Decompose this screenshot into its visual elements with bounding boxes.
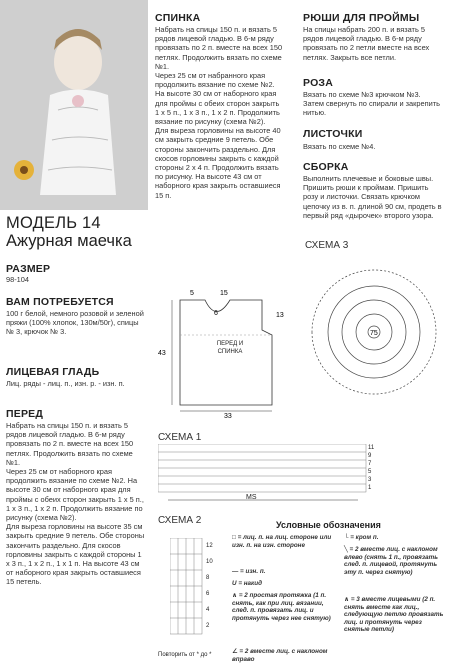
assembly-heading: СБОРКА: [303, 161, 349, 173]
ruffles-heading: РЮШИ ДЛЯ ПРОЙМЫ: [303, 12, 420, 24]
legend-item: — = изн. п.: [232, 568, 266, 575]
scheme3-center: 75: [370, 330, 378, 337]
stitch-heading: ЛИЦЕВАЯ ГЛАДЬ: [6, 366, 100, 378]
front-text: Набрать на спицы 150 п. и вязать 5 рядов лицевой гладью. В 6-м ряду провязать по 2 п. вместе на всех 150 петлях. Продолжить вязать по схеме №1. Через 25 см от наборного края продолжить вязание по схеме №2. На высоте 30 см от наборного края для проймы с обеих сторон закрыть 1 х 5 п., 1 х 3 п., 1 х 2 п. Продолжить вязание по рисунку (схема №2). Для выреза горловины на высоте 35 см закрыть средние 9 петель. Обе стороны закончить раздельно. Для скосов горловины закрыть с каждой стороны 1 х 3 п., 1 х 2 п., 1 х 1 п. На высоте 43 см от наборного края закрыть оставшиеся 15 петель.: [6, 421, 145, 587]
front-heading: ПЕРЕД: [6, 408, 44, 420]
back-heading: СПИНКА: [155, 12, 201, 24]
sizes-value: 98-104: [6, 275, 30, 284]
ruffles-text: На спицы набрать 200 п. и вязать 5 рядов лицевой гладью. В 6-м ряду провязать по 2 петли вместе на всех петлях. Закрыть все петли.: [303, 25, 430, 62]
legend-item: ∧ = 3 вместе лицевыми (2 п. снять вместе как лиц., следующую петлю провязать лиц. и протянуть через снятые петли): [344, 596, 444, 634]
assembly-text: Выполнить плечевые и боковые швы. Пришить рюши к проймам. Пришить розу и листочки. Связать крючком цепочку из в. п. длиной 90 см, продеть в первый ряд «дырочек» второго узора.: [303, 174, 442, 220]
scheme2-title: СХЕМА 2: [158, 515, 202, 526]
pattern-diagram: [150, 285, 300, 425]
scheme1-grid: [158, 444, 376, 506]
scheme2-footer: Повторить от * до *: [158, 652, 212, 658]
needed-text: 100 г белой, немного розовой и зеленой пряжи (100% хлопок, 130м/50г), спицы № 3, крючок № 3.: [6, 309, 144, 337]
legend-item: └ = кром п.: [344, 534, 379, 541]
back-text: Набрать на спицы 150 п. и вязать 5 рядов лицевой гладью. В 6-м ряду провязать по 2 п. вместе на всех 150 петлях. Продолжить вязать по схеме №1. Через 25 см от набранного края продолжить вязание по схеме №2. На высоте 30 см от наборного края для проймы с обеих сторон закрыть 1 х 5 п., 1 х 3 п., 1 х 2 п. Продолжить вязание по рисунку (схема №2). Для выреза горловины на высоте 40 см закрыть средние 9 петель. Обе стороны закончить раздельно. Для скосов горловины закрыть с каждой стороны 2 х 4 п. Продолжить вязать по рисунку. На высоте 43 см от наборного края закрыть оставшиеся 15 п.: [155, 25, 283, 200]
scheme3-title: СХЕМА 3: [305, 240, 349, 251]
dim-width: 33: [224, 413, 232, 420]
model-photo: [0, 0, 148, 210]
scheme1-rows: 11 9 7 5 3 1: [368, 445, 375, 491]
scheme1-ms: MS: [246, 494, 257, 501]
scheme2-rows: 12 10 8 6 4 2: [206, 543, 213, 629]
rose-heading: РОЗА: [303, 77, 333, 89]
scheme3-diagram: [300, 252, 448, 412]
legend-item: ∠ = 2 вместе лиц. с наклоном вправо: [232, 648, 328, 663]
dim-neck: 6: [214, 310, 218, 317]
dim-top-left: 5: [190, 290, 194, 297]
legend-item: U = накид: [232, 580, 262, 587]
legend-item: □ = лиц. п. на лиц. стороне или изн. п. на изн. стороне: [232, 534, 332, 549]
legend-item: ∧ = 2 простая протяжка (1 п. снять, как при лиц. вязании, след. п. провязать лиц. и протянуть через нее снятую): [232, 592, 331, 622]
stitch-text: Лиц. ряды - лиц. п., изн. р. - изн. п.: [6, 379, 125, 388]
model-number: МОДЕЛЬ 14: [6, 214, 101, 232]
rose-text: Вязать по схеме №3 крючком №3. Затем свернуть по спирали и закрепить нитью.: [303, 90, 440, 118]
leaves-heading: ЛИСТОЧКИ: [303, 128, 363, 140]
scheme2-grid: [170, 538, 240, 648]
model-name: Ажурная маечка: [6, 232, 132, 250]
dim-top-mid: 15: [220, 290, 228, 297]
legend-item: ╲ = 2 вместе лиц. с наклоном влево (снять 1 п., провязать след. п. лицевой, протянуть эту п. через снятую): [344, 546, 438, 576]
legend-title: Условные обозначения: [276, 520, 381, 530]
scheme1-title: СХЕМА 1: [158, 432, 202, 443]
dim-side: 13: [276, 312, 284, 319]
needed-heading: ВАМ ПОТРЕБУЕТСЯ: [6, 296, 114, 308]
pattern-label: ПЕРЕД И СПИНКА: [216, 341, 244, 355]
dim-height: 43: [158, 350, 166, 357]
sizes-heading: РАЗМЕР: [6, 263, 51, 275]
leaves-text: Вязать по схеме №4.: [303, 142, 376, 151]
